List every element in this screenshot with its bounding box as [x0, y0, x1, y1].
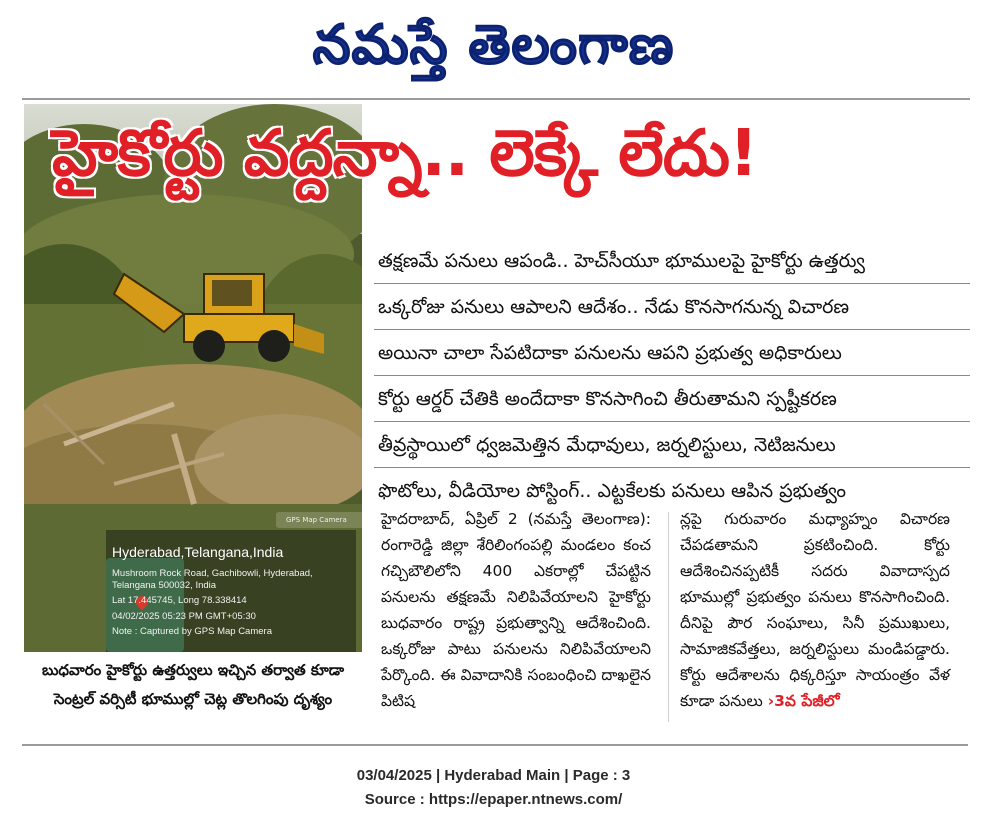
deck-line: అయినా చాలా సేపటిదాకా పనులను ఆపని ప్రభుత్వ అధికారులు	[374, 330, 970, 376]
body-text	[680, 506, 950, 714]
deck-line: ఫొటోలు, వీడియోల పోస్టింగ్.. ఎట్టకేలకు పనులు ఆపిన ప్రభుత్వం	[378, 480, 847, 502]
footer-edition: 03/04/2025 | Hyderabad Main | Page : 3	[356, 767, 631, 784]
photo-caption	[24, 656, 362, 714]
deck-line: తీవ్రస్థాయిలో ధ్వజమెత్తిన మేధావులు, జర్నలిస్టులు, నెటిజనులు	[374, 422, 970, 468]
body-text: హైదరాబాద్, ఏప్రిల్ 2 (నమస్తే తెలంగాణ): రంగారెడ్డి జిల్లా శేరిలింగంపల్లి మండలం కంచ గచ్చిబౌలిలోని 400 ఎకరాల్లో చేపట్టిన పనులను తక్షణమే నిలిపివేయాలని హైకోర్టు బుధవారం రాష్ట్ర ప్రభుత్వాన్ని ఆదేశించింది. ఒక్కరోజు పాటు పనులను నిలిపివేయాలని పేర్కొంది. ఈ వివాదానికి సంబంధించి దాఖలైన పిటిష	[381, 510, 651, 710]
masthead-logo: నమస్తే తెలంగాణ	[312, 12, 675, 76]
caption-line: సెంట్రల్ వర్సిటీ భూముల్లో చెట్ల తొలగింపు దృశ్యం	[53, 690, 333, 708]
deck-line: కోర్టు ఆర్డర్ చేతికి అందేదాకా కొనసాగించి తీరుతామని స్పష్టీకరణ	[374, 376, 970, 422]
gps-line: Mushroom Rock Road, Gachibowli, Hyderabad,	[112, 568, 313, 579]
top-divider	[22, 98, 970, 100]
bottom-divider	[22, 744, 968, 746]
gps-badge: GPS Map Camera	[276, 512, 362, 528]
gps-line: Note : Captured by GPS Map Camera	[112, 626, 272, 637]
column-divider	[668, 512, 669, 722]
body-column-1	[381, 506, 651, 714]
continued-link[interactable]: 3వ పేజీలో	[774, 692, 840, 710]
body-text-2: న్లపై గురువారం మధ్యాహ్నం విచారణ చేపడతామని ప్రకటించింది. కోర్టు ఆదేశించినప్పటికీ సదరు వివాదాస్పద భూముల్లో ప్రభుత్వం పనులు కొనసాగించింది. దీనిపై పౌర సంఘాలు, సినీ ప్రముఖులు, సామాజికవేత్తలు, జర్నలిస్టులు మండిపడ్డారు. కోర్టు ఆదేశాలను ధిక్కరిస్తూ సాయంత్రం వేళ కూడా పనులు	[680, 510, 950, 710]
gps-title: Hyderabad,Telangana,India	[112, 544, 284, 560]
gps-line: 04/02/2025 05:23 PM GMT+05:30	[112, 611, 256, 622]
body-column-2	[680, 506, 950, 714]
deck-line: ఒక్కరోజు పనులు ఆపాలని ఆదేశం.. నేడు కొనసాగనున్న విచారణ	[374, 284, 970, 330]
deck-line: తక్షణమే పనులు ఆపండి.. హెచ్‌సీయూ భూములపై హైకోర్టు ఉత్తర్వు	[374, 238, 970, 284]
gps-line: Telangana 500032, India	[112, 580, 217, 591]
sub-decks	[374, 238, 970, 513]
gps-line: Lat 17.445745, Long 78.338414	[112, 595, 247, 606]
footer-source[interactable]: Source : https://epaper.ntnews.com/	[364, 791, 623, 808]
headline: హైకోర్టు వద్దన్నా.. లెక్కే లేదు!	[52, 117, 758, 191]
continued-arrow-icon: ›	[767, 692, 775, 710]
caption-line: బుధవారం హైకోర్టు ఉత్తర్వులు ఇచ్చిన తర్వాత కూడా	[41, 661, 345, 679]
